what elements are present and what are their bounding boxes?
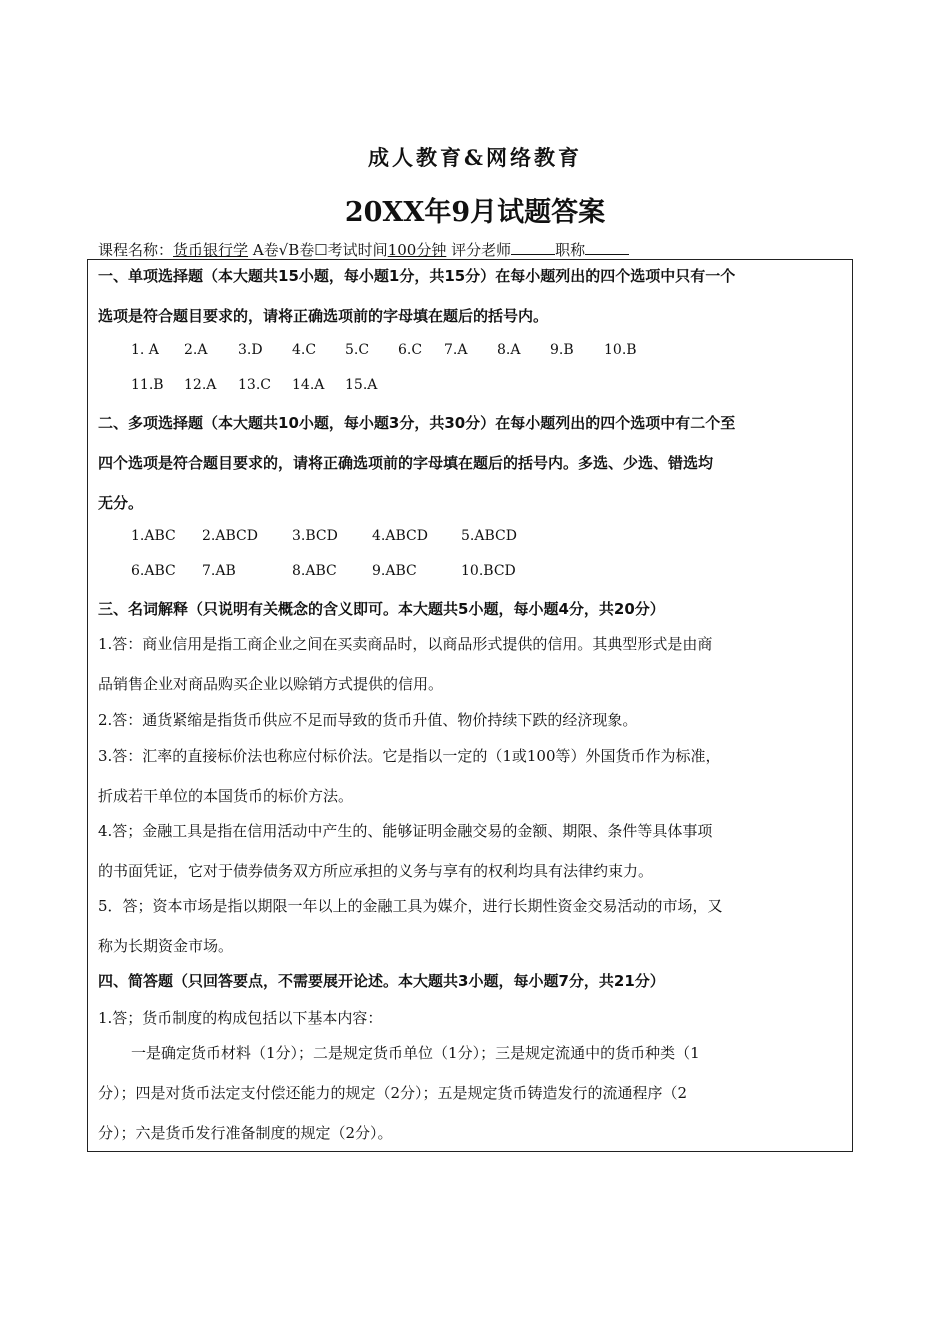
s2-answer: 7.AB [202,563,236,579]
course-name: 货币银行学 [173,241,249,259]
s2-answer: 3.BCD [292,528,338,544]
section1-heading-line2: 选项是符合题目要求的，请将正确选项前的字母填在题后的括号内。 [98,307,549,325]
course-label: 课程名称： [98,241,174,259]
page-title: 20XX年9月试题答案 [344,197,606,228]
s4-line: 分）；六是货币发行准备制度的规定（2分）。 [98,1124,393,1142]
s1-answer: 15.A [345,377,378,393]
s4-line: 分）；四是对货币法定支付偿还能力的规定（2分）；五是规定货币铸造发行的流通程序（2 [98,1084,688,1102]
s2-answer: 1.ABC [131,528,176,544]
s1-answer: 11.B [131,377,164,393]
section2-heading-line2: 四个选项是符合题目要求的，请将正确选项前的字母填在题后的括号内。多选、少选、错选均 [98,454,714,472]
s1-answer: 5.C [345,342,370,358]
org-title: 成人教育&网络教育 [368,145,582,170]
s2-answer: 9.ABC [372,563,417,579]
s2-answer: 4.ABCD [372,528,428,544]
s3-line: 1.答：商业信用是指工商企业之间在买卖商品时，以商品形式提供的信用。其典型形式是由商 [98,635,713,653]
s1-answer: 4.C [292,342,317,358]
s3-line: 2.答：通货紧缩是指货币供应不足而导致的货币升值、物价持续下跌的经济现象。 [98,711,638,729]
s3-line: 4.答；金融工具是指在信用活动中产生的、能够证明金融交易的金额、期限、条件等具体事项 [98,822,713,840]
course-meta-line [98,239,629,260]
s1-answer: 2.A [184,342,208,358]
s3-line: 折成若干单位的本国货币的标价方法。 [98,787,354,805]
s4-line: 一是确定货币材料（1分）；二是规定货币单位（1分）；三是规定流通中的货币种类（1 [131,1044,700,1062]
s1-answer: 3.D [238,342,263,358]
s1-answer: 8.A [497,342,521,358]
s3-line: 品销售企业对商品购买企业以赊销方式提供的信用。 [98,675,444,693]
section2-heading-line3: 无分。 [98,494,144,512]
s2-answer: 10.BCD [461,563,516,579]
s2-answer: 8.ABC [292,563,337,579]
exam-duration: 100分钟 [387,241,447,259]
grader-label: 评分老师 [451,241,512,259]
s3-line: 5．答；资本市场是指以期限一年以上的金融工具为媒介，进行长期性资金交易活动的市场，又 [98,897,723,915]
s1-answer: 12.A [184,377,217,393]
s3-line: 称为长期资金市场。 [98,937,234,955]
s1-answer: 1. A [131,342,159,358]
s1-answer: 7.A [444,342,468,358]
s1-answer: 6.C [398,342,423,358]
s1-answer: 13.C [238,377,271,393]
s3-line: 的书面凭证，它对于债券债务双方所应承担的义务与享有的权利均具有法律约束力。 [98,862,654,880]
title-label: 职称 [555,241,586,259]
s2-answer: 6.ABC [131,563,176,579]
grader-blank [511,240,555,255]
section4-heading: 四、简答题（只回答要点，不需要展开论述。本大题共3小题，每小题7分，共21分） [98,972,665,990]
s1-answer: 14.A [292,377,325,393]
s2-answer: 2.ABCD [202,528,258,544]
paper-type: A卷√B卷☐考试时间 [252,241,388,259]
s1-answer: 9.B [550,342,574,358]
s4-line: 1.答；货币制度的构成包括以下基本内容： [98,1009,383,1027]
title-blank [585,240,629,255]
s1-answer: 10.B [604,342,637,358]
s3-line: 3.答：汇率的直接标价法也称应付标价法。它是指以一定的（1或100等）外国货币作为标准， [98,747,721,765]
section2-heading-line1: 二、多项选择题（本大题共10小题，每小题3分，共30分）在每小题列出的四个选项中有二个至 [98,414,736,432]
section1-heading-line1: 一、单项选择题（本大题共15小题，每小题1分，共15分）在每小题列出的四个选项中只有一个 [98,267,736,285]
section3-heading: 三、名词解释（只说明有关概念的含义即可。本大题共5小题，每小题4分，共20分） [98,600,665,618]
s2-answer: 5.ABCD [461,528,517,544]
